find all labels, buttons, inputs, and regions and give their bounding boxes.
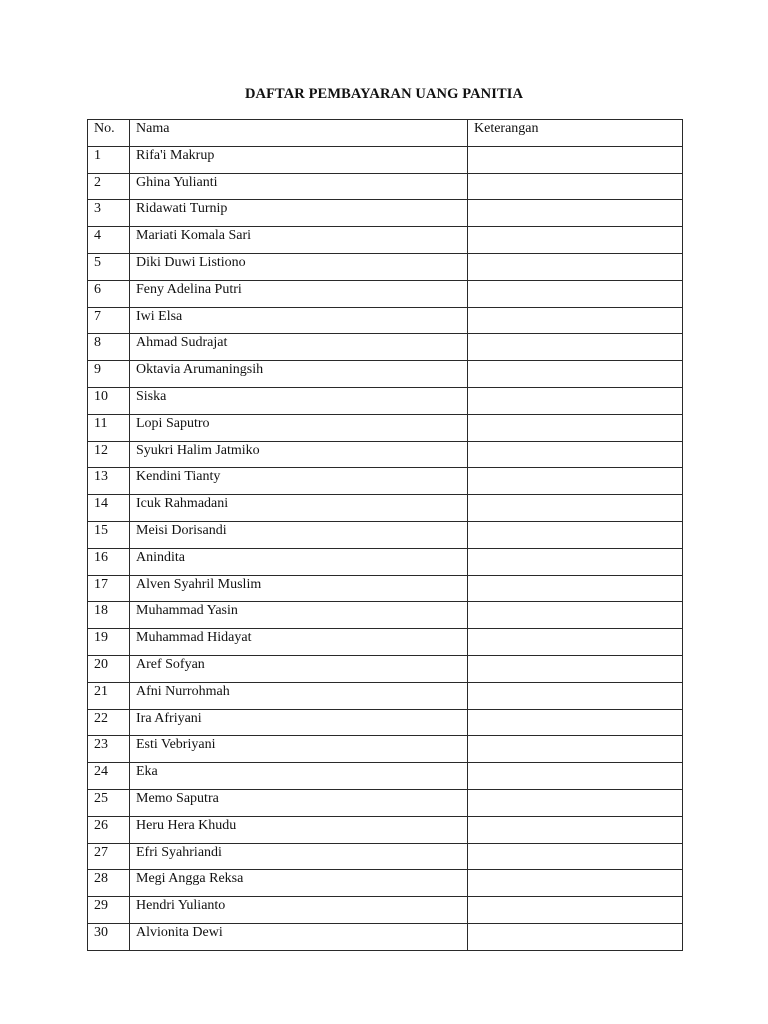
- table-row: [88, 709, 683, 736]
- cell-name: Eka: [130, 763, 468, 790]
- cell-note: [468, 173, 683, 200]
- table-body: [88, 146, 683, 950]
- cell-no: 6: [88, 280, 130, 307]
- cell-no: 14: [88, 495, 130, 522]
- cell-note: [468, 548, 683, 575]
- table-row: [88, 923, 683, 950]
- cell-no: 11: [88, 414, 130, 441]
- cell-no: 15: [88, 521, 130, 548]
- cell-note: [468, 763, 683, 790]
- cell-no: 17: [88, 575, 130, 602]
- cell-name: Feny Adelina Putri: [130, 280, 468, 307]
- cell-note: [468, 227, 683, 254]
- table-row: [88, 334, 683, 361]
- cell-no: 10: [88, 387, 130, 414]
- cell-name: Muhammad Hidayat: [130, 629, 468, 656]
- cell-name: Mariati Komala Sari: [130, 227, 468, 254]
- cell-name: Esti Vebriyani: [130, 736, 468, 763]
- cell-no: 2: [88, 173, 130, 200]
- table-row: [88, 173, 683, 200]
- table-row: [88, 361, 683, 388]
- table-row: [88, 789, 683, 816]
- cell-name: Heru Hera Khudu: [130, 816, 468, 843]
- cell-no: 21: [88, 682, 130, 709]
- cell-name: Meisi Dorisandi: [130, 521, 468, 548]
- cell-no: 1: [88, 146, 130, 173]
- cell-name: Afni Nurrohmah: [130, 682, 468, 709]
- table-row: [88, 253, 683, 280]
- cell-name: Icuk Rahmadani: [130, 495, 468, 522]
- table-row: [88, 387, 683, 414]
- cell-note: [468, 897, 683, 924]
- cell-no: 18: [88, 602, 130, 629]
- cell-name: Efri Syahriandi: [130, 843, 468, 870]
- cell-note: [468, 843, 683, 870]
- cell-no: 5: [88, 253, 130, 280]
- cell-no: 22: [88, 709, 130, 736]
- cell-note: [468, 655, 683, 682]
- cell-no: 7: [88, 307, 130, 334]
- table-row: [88, 736, 683, 763]
- document-title: DAFTAR PEMBAYARAN UANG PANITIA: [244, 86, 524, 102]
- cell-note: [468, 575, 683, 602]
- table-row: [88, 843, 683, 870]
- cell-note: [468, 200, 683, 227]
- table-row: [88, 870, 683, 897]
- payment-table: [87, 119, 683, 951]
- cell-name: Syukri Halim Jatmiko: [130, 441, 468, 468]
- cell-name: Hendri Yulianto: [130, 897, 468, 924]
- table-row: [88, 602, 683, 629]
- table-row: [88, 146, 683, 173]
- table-row: [88, 280, 683, 307]
- cell-no: 3: [88, 200, 130, 227]
- cell-note: [468, 816, 683, 843]
- cell-no: 24: [88, 763, 130, 790]
- table-row: [88, 521, 683, 548]
- table-row: [88, 468, 683, 495]
- cell-no: 23: [88, 736, 130, 763]
- cell-note: [468, 334, 683, 361]
- table-row: [88, 682, 683, 709]
- cell-no: 20: [88, 655, 130, 682]
- cell-name: Memo Saputra: [130, 789, 468, 816]
- table-row: [88, 629, 683, 656]
- cell-no: 4: [88, 227, 130, 254]
- cell-no: 28: [88, 870, 130, 897]
- table-row: [88, 441, 683, 468]
- column-header-no: No.: [88, 120, 130, 147]
- cell-name: Oktavia Arumaningsih: [130, 361, 468, 388]
- table-row: [88, 655, 683, 682]
- cell-name: Muhammad Yasin: [130, 602, 468, 629]
- table-row: [88, 307, 683, 334]
- cell-name: Kendini Tianty: [130, 468, 468, 495]
- cell-note: [468, 441, 683, 468]
- cell-note: [468, 361, 683, 388]
- cell-note: [468, 146, 683, 173]
- cell-no: 9: [88, 361, 130, 388]
- cell-no: 25: [88, 789, 130, 816]
- cell-note: [468, 521, 683, 548]
- cell-no: 29: [88, 897, 130, 924]
- cell-name: Ridawati Turnip: [130, 200, 468, 227]
- cell-name: Alven Syahril Muslim: [130, 575, 468, 602]
- cell-note: [468, 736, 683, 763]
- cell-name: Ira Afriyani: [130, 709, 468, 736]
- cell-note: [468, 414, 683, 441]
- cell-note: [468, 495, 683, 522]
- cell-name: Megi Angga Reksa: [130, 870, 468, 897]
- column-header-note: Keterangan: [468, 120, 683, 147]
- cell-note: [468, 468, 683, 495]
- cell-note: [468, 387, 683, 414]
- cell-note: [468, 253, 683, 280]
- cell-name: Ghina Yulianti: [130, 173, 468, 200]
- cell-no: 27: [88, 843, 130, 870]
- cell-note: [468, 870, 683, 897]
- cell-name: Iwi Elsa: [130, 307, 468, 334]
- cell-no: 19: [88, 629, 130, 656]
- cell-name: Ahmad Sudrajat: [130, 334, 468, 361]
- cell-name: Aref Sofyan: [130, 655, 468, 682]
- column-header-name: Nama: [130, 120, 468, 147]
- cell-name: Diki Duwi Listiono: [130, 253, 468, 280]
- table-row: [88, 414, 683, 441]
- cell-no: 12: [88, 441, 130, 468]
- cell-note: [468, 923, 683, 950]
- cell-name: Alvionita Dewi: [130, 923, 468, 950]
- cell-note: [468, 682, 683, 709]
- cell-no: 13: [88, 468, 130, 495]
- cell-name: Rifa'i Makrup: [130, 146, 468, 173]
- cell-note: [468, 280, 683, 307]
- table-row: [88, 897, 683, 924]
- table-header-row: [88, 120, 683, 147]
- cell-no: 30: [88, 923, 130, 950]
- table-row: [88, 200, 683, 227]
- cell-note: [468, 307, 683, 334]
- table-row: [88, 548, 683, 575]
- table-row: [88, 816, 683, 843]
- table-row: [88, 227, 683, 254]
- cell-note: [468, 629, 683, 656]
- cell-name: Lopi Saputro: [130, 414, 468, 441]
- cell-no: 26: [88, 816, 130, 843]
- cell-note: [468, 602, 683, 629]
- table-row: [88, 575, 683, 602]
- table-row: [88, 495, 683, 522]
- cell-no: 16: [88, 548, 130, 575]
- cell-name: Anindita: [130, 548, 468, 575]
- cell-note: [468, 789, 683, 816]
- cell-no: 8: [88, 334, 130, 361]
- table-row: [88, 763, 683, 790]
- cell-note: [468, 709, 683, 736]
- cell-name: Siska: [130, 387, 468, 414]
